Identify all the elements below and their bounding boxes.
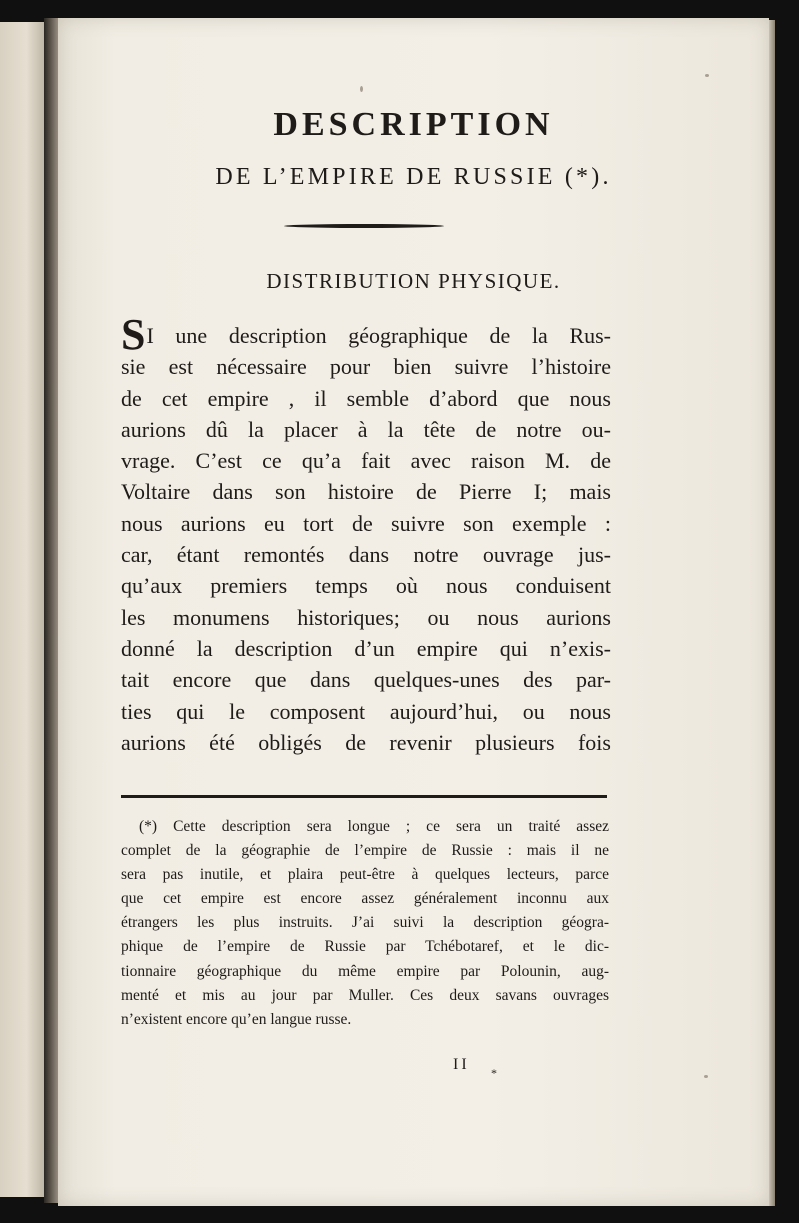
footnote-rule (121, 795, 607, 798)
signature-mark: II (453, 1056, 470, 1073)
footnote-line: n’existent encore qu’en langue russe. (121, 1010, 352, 1028)
body-paragraph (121, 310, 611, 758)
body-line: ties qui le composent aujourd’hui, ou nous (121, 698, 611, 724)
title-rule (284, 224, 444, 228)
page-subtitle: DE L’EMPIRE DE RUSSIE (*). (215, 164, 612, 190)
page-title: DESCRIPTION (273, 106, 554, 143)
body-line (121, 310, 611, 359)
first-line-text: I une description géographique de la Rus- (146, 323, 611, 348)
body-line: les monumens historiques; ou nous aurions (121, 604, 611, 630)
paper-speck (360, 86, 363, 92)
footnote (121, 815, 609, 1032)
footnote-line: phique de l’empire de Russie par Tchébotaref, et le dic- (121, 938, 609, 956)
body-line: car, étant remontés dans notre ouvrage jus- (121, 542, 611, 568)
footnote-line: tionnaire géographique du même empire par Polounin, aug- (121, 962, 609, 980)
body-line: qu’aux premiers temps où nous conduisent (121, 573, 611, 599)
body-line: donné la description d’un empire qui n’exis- (121, 635, 611, 661)
body-line: de cet empire , il semble d’abord que nous (121, 385, 611, 411)
body-line: nous aurions eu tort de suivre son exemple : (121, 510, 611, 536)
signature-star: * (491, 1066, 497, 1080)
footnote-line: menté et mis au jour par Muller. Ces deux savans ouvrages (121, 986, 609, 1004)
footnote-line: (*) Cette description sera longue ; ce sera un traité assez (139, 818, 609, 835)
drop-cap: S (121, 310, 146, 359)
footnote-line: sera pas inutile, et plaira peut-être à quelques lecteurs, parce (121, 866, 609, 884)
body-line: vrage. C’est ce qu’a fait avec raison M. de (121, 448, 611, 474)
left-page-edge (0, 22, 45, 1197)
body-line: aurions dû la placer à la tête de notre ou- (121, 416, 611, 442)
body-line: sie est nécessaire pour bien suivre l’histoire (121, 354, 611, 380)
paper-speck (705, 74, 709, 77)
paper-speck (704, 1075, 708, 1078)
section-heading: DISTRIBUTION PHYSIQUE. (266, 269, 561, 293)
page-fore-edge (769, 20, 775, 1206)
footnote-line: complet de la géographie de l’empire de Russie : mais il ne (121, 842, 609, 860)
body-line: Voltaire dans son histoire de Pierre I; mais (121, 479, 611, 505)
body-line: aurions été obligés de revenir plusieurs fois (121, 729, 611, 755)
footnote-line: étrangers les plus instruits. J’ai suivi la description géogra- (121, 914, 609, 932)
footnote-line: que cet empire est encore assez généralement inconnu aux (121, 890, 609, 908)
body-line: tait encore que dans quelques-unes des par- (121, 667, 611, 693)
